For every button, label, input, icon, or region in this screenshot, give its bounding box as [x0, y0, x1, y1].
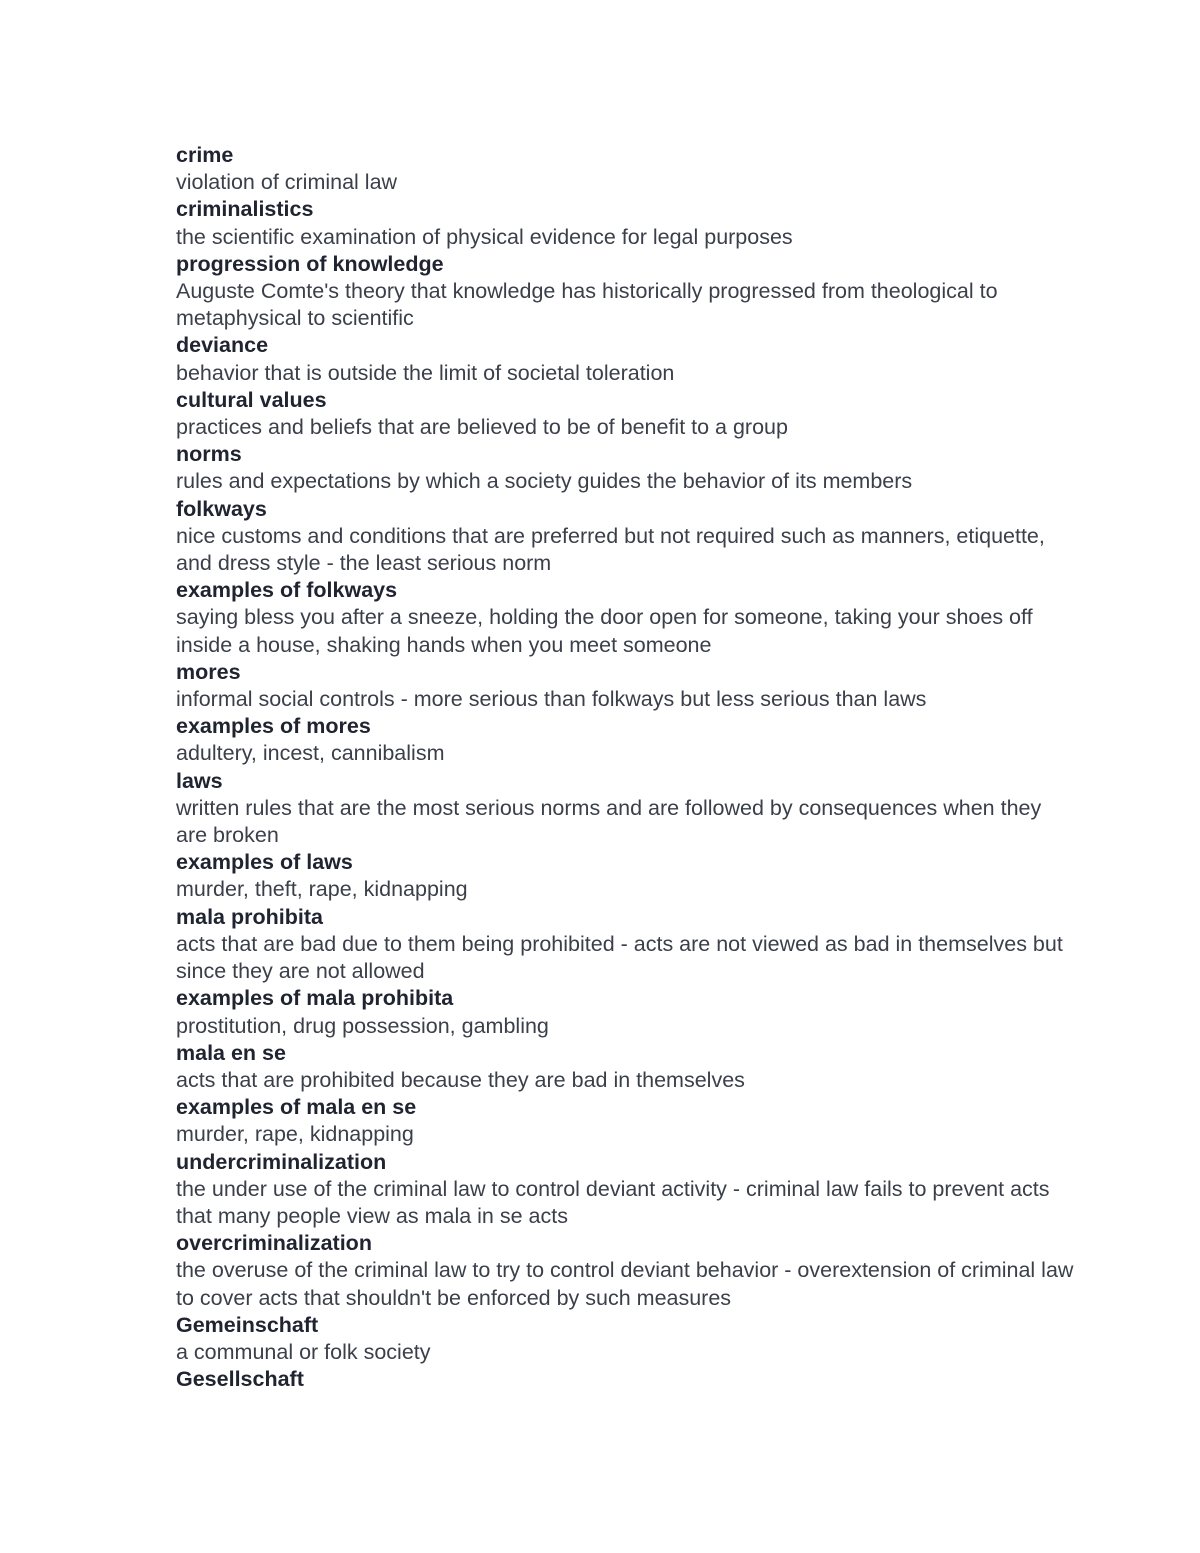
entry-gemeinschaft: [176, 1312, 1076, 1366]
entry-crime: [176, 142, 1076, 196]
entry-examples-of-mala-prohibita: [176, 985, 1076, 1039]
definition: murder, theft, rape, kidnapping: [176, 877, 468, 902]
term: examples of mala prohibita: [176, 986, 454, 1011]
entry-deviance: [176, 332, 1076, 386]
entry-overcriminalization: [176, 1230, 1076, 1312]
definition: behavior that is outside the limit of societal toleration: [176, 360, 675, 385]
term: examples of folkways: [176, 578, 398, 603]
definition: nice customs and conditions that are preferred but not required such as manners, etiquette, and dress style - the least serious norm: [176, 523, 1045, 576]
entry-undercriminalization: [176, 1149, 1076, 1231]
term: deviance: [176, 333, 269, 358]
entry-examples-of-mores: [176, 713, 1076, 767]
definition: the under use of the criminal law to control deviant activity - criminal law fails to prevent acts that many people view as mala in se acts: [176, 1176, 1050, 1228]
definition: the overuse of the criminal law to try to control deviant behavior - overextension of criminal law to cover acts that shouldn't be enforced by such measures: [176, 1258, 1074, 1310]
definition: informal social controls - more serious than folkways but less serious than laws: [176, 687, 927, 712]
definition: Auguste Comte's theory that knowledge has historically progressed from theological to metaphysical to scientific: [176, 279, 998, 331]
term: examples of mala en se: [176, 1095, 417, 1120]
term: norms: [176, 442, 242, 467]
entry-mores: [176, 659, 1076, 713]
definition: murder, rape, kidnapping: [176, 1122, 414, 1147]
entry-examples-of-mala-en-se: [176, 1094, 1076, 1148]
term: crime: [176, 143, 234, 167]
definition: prostitution, drug possession, gambling: [176, 1013, 549, 1038]
definition: acts that are bad due to them being prohibited - acts are not viewed as bad in themselves but since they are not allowed: [176, 931, 1063, 984]
document-page: [176, 142, 1076, 1393]
entry-cultural-values: [176, 387, 1076, 441]
entry-laws: [176, 768, 1076, 850]
term: mores: [176, 659, 241, 684]
definition: the scientific examination of physical evidence for legal purposes: [176, 224, 793, 249]
definition: rules and expectations by which a society guides the behavior of its members: [176, 469, 913, 494]
term: laws: [176, 768, 223, 793]
term: examples of mores: [176, 714, 371, 739]
term: undercriminalization: [176, 1149, 387, 1174]
entry-mala-prohibita: [176, 904, 1076, 986]
definition: adultery, incest, cannibalism: [176, 741, 445, 766]
term: Gesellschaft: [176, 1367, 304, 1392]
term: mala en se: [176, 1040, 286, 1065]
definition: violation of criminal law: [176, 170, 398, 195]
definition: saying bless you after a sneeze, holding the door open for someone, taking your shoes off inside a house, shaking hands when you meet someone: [176, 605, 1033, 657]
entry-criminalistics: [176, 196, 1076, 250]
entry-gesellschaft: [176, 1366, 1076, 1393]
entry-examples-of-folkways: [176, 577, 1076, 659]
definition: a communal or folk society: [176, 1339, 431, 1364]
definition: practices and beliefs that are believed to be of benefit to a group: [176, 415, 788, 440]
term: folkways: [176, 496, 267, 521]
term: criminalistics: [176, 197, 314, 222]
entry-norms: [176, 441, 1076, 495]
term: overcriminalization: [176, 1231, 372, 1256]
definition: written rules that are the most serious norms and are followed by consequences when they are broken: [176, 795, 1042, 848]
term: examples of laws: [176, 850, 353, 875]
term: cultural values: [176, 387, 327, 412]
entry-mala-en-se: [176, 1040, 1076, 1094]
entry-examples-of-laws: [176, 849, 1076, 903]
term: Gemeinschaft: [176, 1312, 319, 1337]
definition: acts that are prohibited because they are bad in themselves: [176, 1067, 745, 1092]
term: mala prohibita: [176, 904, 323, 929]
entry-folkways: [176, 496, 1076, 578]
term: progression of knowledge: [176, 251, 444, 276]
entry-progression-of-knowledge: [176, 251, 1076, 333]
